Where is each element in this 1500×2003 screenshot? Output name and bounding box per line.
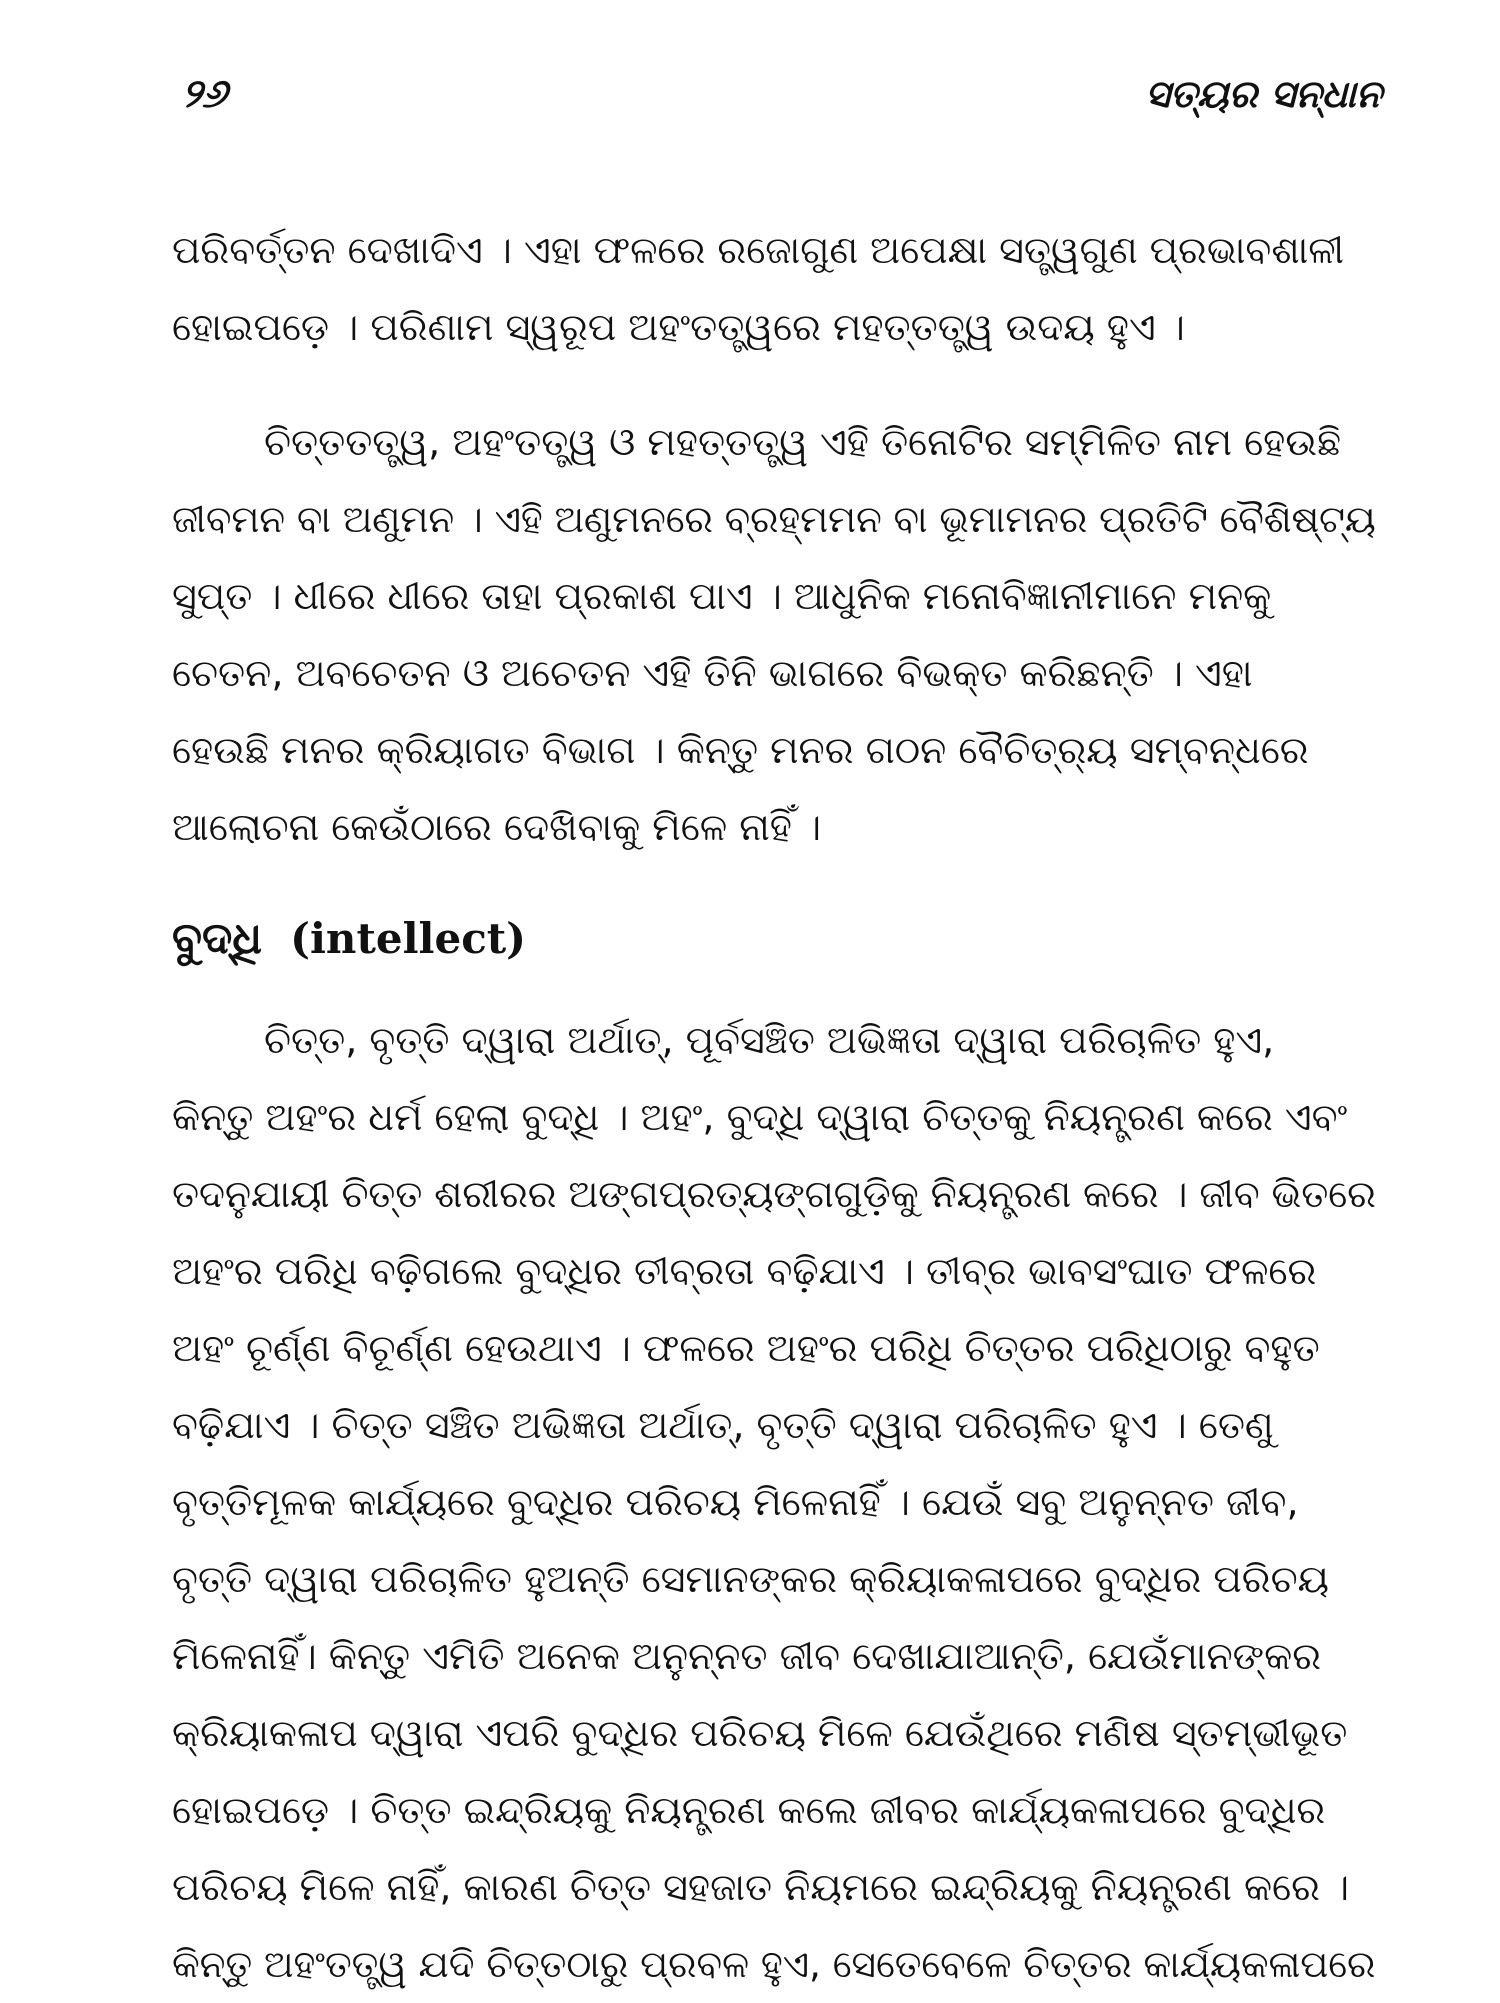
section-heading-english: (intellect) [290, 913, 527, 963]
text-line: ତଦନୁଯାୟୀ ଚିତ୍ତ ଶରୀରର ଅଙ୍ଗପ୍ରତ୍ୟଙ୍ଗଗୁଡ଼ିକୁ ନିୟନ୍ତ୍ରଣ କରେ । ଜୀବ ଭିତରେ [172, 1172, 1376, 1216]
text-line: ଚିତ୍ତ, ବୃତ୍ତି ଦ୍ୱାରା ଅର୍ଥାତ୍, ପୂର୍ବସଞ୍ଚିତ ଅଭିଜ୍ଞତା ଦ୍ୱାରା ପରିଚାଳିତ ହୁଏ, [264, 1018, 1275, 1062]
section-heading-odia: ବୁଦ୍ଧି [172, 912, 263, 964]
page-header [182, 64, 1382, 124]
text-line: କ୍ରିୟାକଳାପ ଦ୍ୱାରା ଏପରି ବୁଦ୍ଧିର ପରିଚୟ ମିଳେ ଯେଉଁଥିରେ ମଣିଷ ସ୍ତମ୍ଭୀଭୂତ [172, 1711, 1348, 1755]
text-line: ସୁପ୍ତ । ଧୀରେ ଧୀରେ ତାହା ପ୍ରକାଶ ପାଏ । ଆଧୁନିକ ମନୋବିଜ୍ଞାନୀମାନେ ମନକୁ [172, 574, 1272, 618]
text-line: ପରିବର୍ତ୍ତନ ଦେଖାଦିଏ । ଏହା ଫଳରେ ରଜୋଗୁଣ ଅପେକ୍ଷା ସତ୍ତ୍ୱଗୁଣ ପ୍ରଭାବଶାଳୀ [172, 228, 1344, 272]
running-title: ସତ୍ୟର ସନ୍ଧାନ [1145, 71, 1382, 116]
page-number: ୨୬ [182, 71, 228, 117]
text-line: ହୋଇପଡ଼େ । ପରିଣାମ ସ୍ୱରୂପ ଅହଂତତ୍ତ୍ୱରେ ମହତ୍‌ତତ୍ତ୍ୱ ଉଦୟ ହୁଏ । [172, 305, 1185, 349]
text-line: ବୃତ୍ତି ଦ୍ୱାରା ପରିଚାଳିତ ହୁଅନ୍ତି ସେମାନଙ୍କର କ୍ରିୟାକଳାପରେ ବୁଦ୍ଧିର ପରିଚୟ [172, 1557, 1329, 1601]
text-line: ଆଲୋଚନା କେଉଁଠାରେ ଦେଖିବାକୁ ମିଳେ ନାହିଁ । [172, 805, 822, 849]
text-line: ମିଳେନାହିଁ। କିନ୍ତୁ ଏମିତି ଅନେକ ଅନୁନ୍ନତ ଜୀବ ଦେଖାଯାଆନ୍ତି, ଯେଉଁମାନଙ୍କର [172, 1634, 1322, 1678]
paragraph-3 [172, 1002, 1382, 2003]
text-line: ବୃତ୍ତିମୂଳକ କାର୍ଯ୍ୟରେ ବୁଦ୍ଧିର ପରିଚୟ ମିଳେନାହିଁ । ଯେଉଁ ସବୁ ଅନୁନ୍ନତ ଜୀବ, [172, 1480, 1299, 1524]
text-line: କିନ୍ତୁ ଅହଂର ଧର୍ମ ହେଲା ବୁଦ୍ଧି । ଅହଂ, ବୁଦ୍ଧି ଦ୍ୱାରା ଚିତ୍ତକୁ ନିୟନ୍ତ୍ରଣ କରେ ଏବଂ [172, 1095, 1348, 1139]
text-line: ଅହଂ ଚୂର୍ଣ୍ଣ ବିଚୂର୍ଣ୍ଣ ହେଉଥାଏ । ଫଳରେ ଅହଂର ପରିଧି ଚିତ୍ତର ପରିଧିଠାରୁ ବହୁତ [172, 1326, 1320, 1370]
text-line: ଚିତ୍ତତତ୍ତ୍ୱ, ଅହଂତତ୍ତ୍ୱ ଓ ମହତ୍‌ତତ୍ତ୍ୱ ଏହି ତିନୋଟିର ସମ୍ମିଳିତ ନାମ ହେଉଛି [264, 420, 1342, 464]
body-text [172, 212, 1382, 2003]
text-line: ବଢ଼ିଯାଏ । ଚିତ୍ତ ସଞ୍ଚିତ ଅଭିଜ୍ଞତା ଅର୍ଥାତ୍, ବୃତ୍ତି ଦ୍ୱାରା ପରିଚାଳିତ ହୁଏ । ତେଣୁ [172, 1403, 1274, 1447]
paragraph-1 [172, 212, 1382, 366]
text-line: ହୋଇପଡ଼େ । ଚିତ୍ତ ଇନ୍ଦ୍ରିୟକୁ ନିୟନ୍ତ୍ରଣ କଲେ ଜୀବର କାର୍ଯ୍ୟକଳାପରେ ବୁଦ୍ଧିର [172, 1788, 1326, 1832]
text-line: ଚେତନ, ଅବଚେତନ ଓ ଅଚେତନ ଏହି ତିନି ଭାଗରେ ବିଭକ୍ତ କରିଛନ୍ତି । ଏହା [172, 651, 1253, 695]
text-line: ପରିଚୟ ମିଳେ ନାହିଁ, କାରଣ ଚିତ୍ତ ସହଜାତ ନିୟମରେ ଇନ୍ଦ୍ରିୟକୁ ନିୟନ୍ତ୍ରଣ କରେ । [172, 1865, 1350, 1909]
text-line: କିନ୍ତୁ ଅହଂତତ୍ତ୍ୱ ଯଦି ଚିତ୍ତଠାରୁ ପ୍ରବଳ ହୁଏ, ସେତେବେଳେ ଚିତ୍ତର କାର୍ଯ୍ୟକଳାପରେ [172, 1942, 1376, 1986]
text-line: ଅହଂର ପରିଧି ବଢ଼ିଗଲେ ବୁଦ୍ଧିର ତୀବ୍ରତା ବଢ଼ିଯାଏ । ତୀବ୍ର ଭାବସଂଘାତ ଫଳରେ [172, 1249, 1317, 1293]
text-line: ଜୀବମନ ବା ଅଣୁମନ । ଏହି ଅଣୁମନରେ ବ୍ରହ୍ମମନ ବା ଭୂମାମନର ପ୍ରତିଟି ବୈଶିଷ୍ଟ୍ୟ [172, 497, 1376, 541]
text-line: ହେଉଛି ମନର କ୍ରିୟାଗତ ବିଭାଗ । କିନ୍ତୁ ମନର ଗଠନ ବୈଚିତ୍ର୍ୟ ସମ୍ବନ୍ଧରେ [172, 728, 1309, 772]
paragraph-2 [172, 404, 1382, 866]
section-heading [172, 908, 1382, 968]
